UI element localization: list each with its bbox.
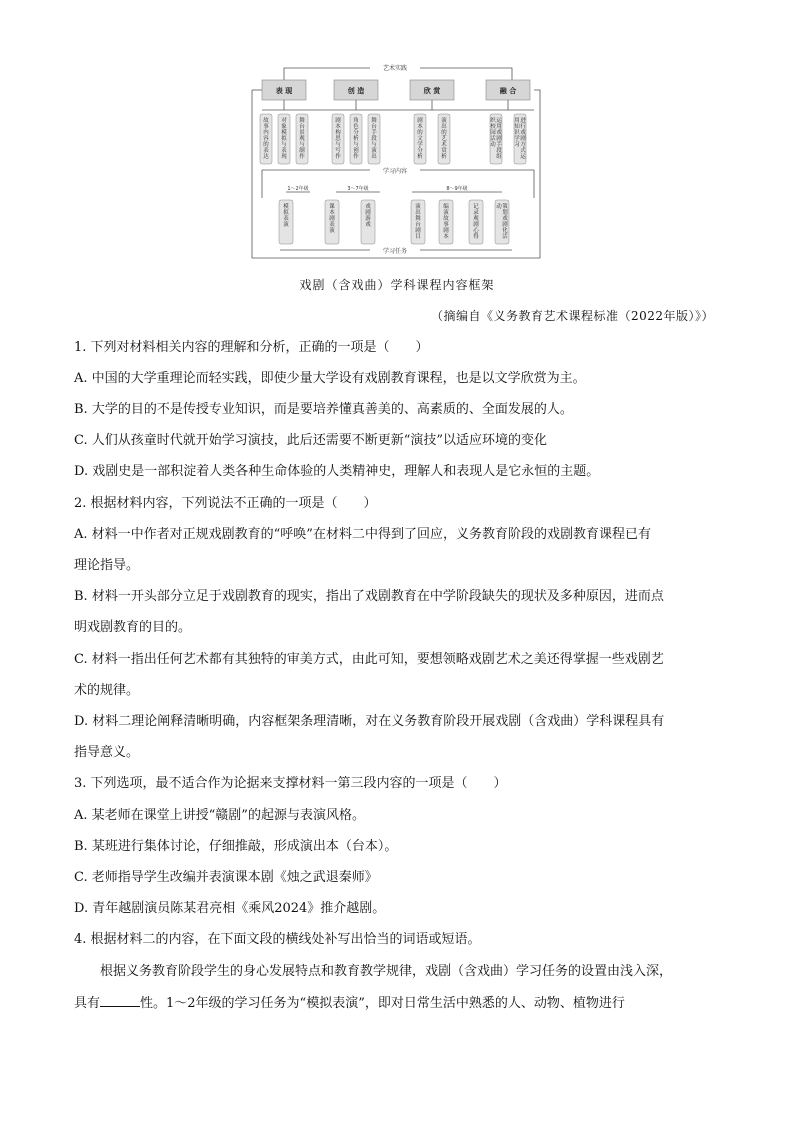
content-3-0-text-1: 织校园活动 bbox=[490, 118, 496, 148]
q1-option-b: B. 大学的目的不是传授专业知识，而是要培养懂真善美的、高素质的、全面发展的人。 bbox=[74, 402, 573, 417]
q1-option-c: C. 人们从孩童时代就开始学习演技，此后还需要不断更新“演技”以适应环境的变化 bbox=[74, 433, 548, 448]
q2-option-c: C. 材料一指出任何艺术都有其独特的审美方式，由此可知，要想领略戏剧艺术之美还得掌握一些戏剧艺 bbox=[74, 652, 664, 667]
practice-label-integrate: 融 合 bbox=[499, 87, 517, 95]
content-0-2-text: 舞台景观与制作 bbox=[299, 118, 305, 160]
q2-option-b-cont: 明戏剧教育的目的。 bbox=[74, 620, 192, 635]
task-4-text: 编演故事剧本 bbox=[443, 204, 449, 240]
q4-paragraph-line-1: 根据义务教育阶段学生的身心发展特点和教育教学规律，戏剧（含戏曲）学习任务的设置由浅入深， bbox=[100, 964, 673, 979]
q2-option-d-cont: 指导意义。 bbox=[74, 745, 140, 760]
content-2-1-text: 演出的艺术赏析 bbox=[441, 118, 447, 160]
grade-label-3-7: 3～7年级 bbox=[347, 186, 369, 192]
q3-option-d: D. 青年越剧演员陈某君亮相《乘风2024》推介越剧。 bbox=[74, 901, 386, 916]
task-3-text: 演出舞台剧目 bbox=[415, 204, 421, 240]
q2-option-a-cont: 理论指导。 bbox=[74, 558, 140, 573]
content-1-2-text: 舞台手段与演出 bbox=[371, 118, 377, 160]
figure-source: （摘编自《义务教育艺术课程标准（2022年版）》） bbox=[430, 309, 714, 323]
q4-text-after-blank: 性。1～2年级的学习任务为“模拟表演”，即对日常生活中熟悉的人、动物、植物进行 bbox=[140, 996, 625, 1011]
q1-stem: 1. 下列对材料相关内容的理解和分析，正确的一项是（ ） bbox=[74, 340, 429, 355]
q1-option-d: D. 戏剧史是一部积淀着人类各种生命体验的人类精神史，理解人和表现人是它永恒的主题。 bbox=[74, 464, 600, 479]
grade-label-8-9: 8～9年级 bbox=[446, 186, 468, 192]
content-1-0-text: 剧本构思与写作 bbox=[335, 118, 341, 160]
q3-stem: 3. 下列选项，最不适合作为论据来支撑材料一第三段内容的一项是（ ） bbox=[74, 776, 507, 791]
q2-stem: 2. 根据材料内容，下列说法不正确的一项是（ ） bbox=[74, 496, 377, 511]
q4-stem: 4. 根据材料二的内容，在下面文段的横线处补写出恰当的词语或短语。 bbox=[74, 932, 481, 947]
task-2-text: 戏剧游戏 bbox=[365, 204, 371, 228]
task-6-text: 策划戏剧化活 bbox=[502, 204, 508, 240]
task-1-text: 课本剧表演 bbox=[329, 204, 335, 234]
practice-label-appreciate: 欣 赏 bbox=[423, 87, 441, 95]
content-3-1-text-1: 用知识学习 bbox=[514, 118, 520, 148]
content-3-0-text: 运用戏剧手段组 bbox=[496, 118, 502, 160]
q4-text-before-blank: 具有 bbox=[74, 996, 101, 1011]
figure-caption: 戏剧（含戏曲）学科课程内容框架 bbox=[299, 278, 495, 292]
q2-option-c-cont: 术的规律。 bbox=[74, 683, 140, 698]
content-1-1-text: 角色分析与创作 bbox=[353, 118, 359, 160]
q2-option-a: A. 材料一中作者对正规戏剧教育的“呼唤”在材料二中得到了回应，义务教育阶段的戏剧教育课程已有 bbox=[74, 527, 651, 542]
content-2-0-text: 剧本的文学分析 bbox=[417, 118, 423, 160]
content-3-1-text: 进行戏剧方式运 bbox=[520, 118, 526, 160]
task-6-text-1: 动 bbox=[496, 204, 502, 210]
task-label: 学习任务 bbox=[382, 248, 408, 255]
course-framework-diagram bbox=[240, 58, 556, 264]
content-0-0-text: 故事内容的表达 bbox=[263, 118, 269, 160]
answer-blank[interactable] bbox=[100, 994, 140, 1007]
practice-label-express: 表 现 bbox=[275, 87, 293, 95]
content-label: 学习内容 bbox=[382, 168, 408, 175]
q3-option-b: B. 某班进行集体讨论，仔细推敲，形成演出本（台本）。 bbox=[74, 839, 398, 854]
q3-option-a: A. 某老师在课堂上讲授“赣剧”的起源与表演风格。 bbox=[74, 808, 365, 823]
top-practice-label: 艺术实践 bbox=[382, 65, 408, 72]
task-0-text: 模拟表演 bbox=[283, 204, 289, 228]
task-5-text: 记录观剧心得 bbox=[473, 204, 479, 240]
q1-option-a: A. 中国的大学重理论而轻实践，即使少量大学设有戏剧教育课程，也是以文学欣赏为主。 bbox=[74, 371, 586, 386]
practice-label-create: 创 造 bbox=[347, 87, 365, 95]
grade-label-1-2: 1～2年级 bbox=[287, 186, 309, 192]
q2-option-d: D. 材料二理论阐释清晰明确，内容框架条理清晰，对在义务教育阶段开展戏剧（含戏曲）学科课程具有 bbox=[74, 714, 665, 729]
q3-option-c: C. 老师指导学生改编并表演课本剧《烛之武退秦师》 bbox=[74, 870, 378, 885]
content-0-1-text: 对象模拟与表现 bbox=[281, 118, 287, 160]
q4-paragraph-line-2 bbox=[74, 994, 724, 1013]
q2-option-b: B. 材料一开头部分立足于戏剧教育的现实，指出了戏剧教育在中学阶段缺失的现状及多种原因，进而点 bbox=[74, 589, 664, 604]
